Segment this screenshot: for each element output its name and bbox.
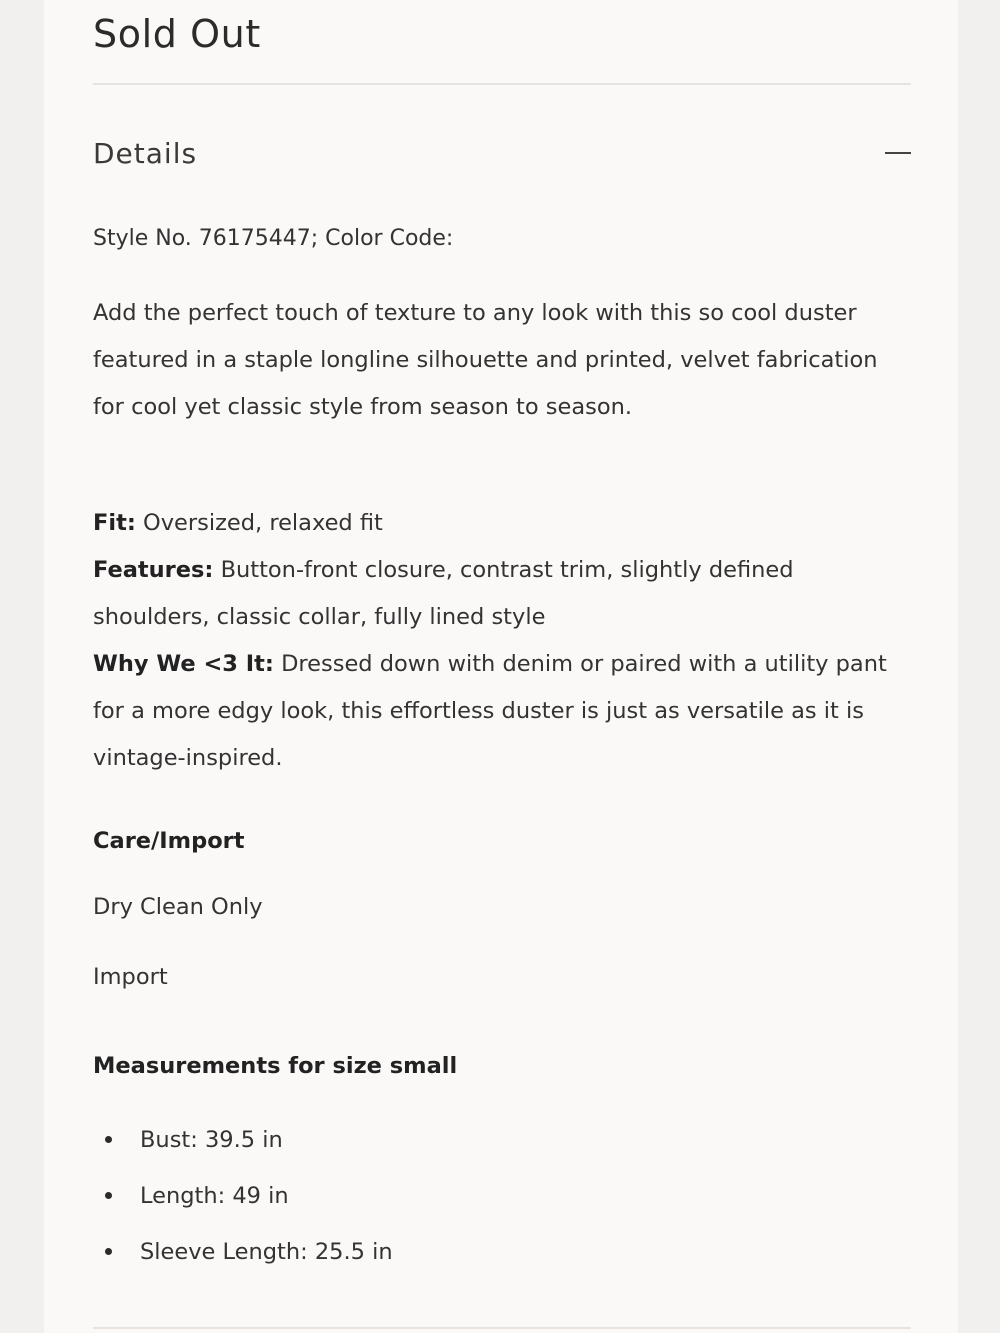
fit-label: Fit: <box>93 510 136 536</box>
bullet-icon <box>105 1192 112 1199</box>
product-specs <box>93 500 911 782</box>
features-value: Button-front closure, contrast trim, slightly defined shoulders, classic collar, fully lined style <box>93 557 794 630</box>
details-title: Details <box>93 136 198 170</box>
care-line: Dry Clean Only <box>93 894 263 920</box>
fit-value: Oversized, relaxed fit <box>135 510 383 536</box>
product-description: Add the perfect touch of texture to any look with this so cool duster featured in a staple longline silhouette and printed, velvet fabrication for cool yet classic style from season to season. <box>93 300 878 420</box>
care-line: Import <box>93 964 168 990</box>
measurement-item <box>93 1224 393 1280</box>
care-import-title: Care/Import <box>93 828 245 854</box>
divider-bottom <box>93 1327 911 1329</box>
measurements-list <box>93 1112 393 1280</box>
bullet-icon <box>105 1136 112 1143</box>
measurement-item <box>93 1112 393 1168</box>
why-we-love-it-label: Why We <3 It: <box>93 651 274 677</box>
minus-icon[interactable] <box>885 152 911 154</box>
divider-top <box>93 83 911 85</box>
style-number: Style No. 76175447; Color Code: <box>93 226 454 251</box>
measurement-text: Length: 49 in <box>140 1183 289 1209</box>
features-label: Features: <box>93 557 214 583</box>
product-details-panel <box>44 0 958 1333</box>
measurement-text: Sleeve Length: 25.5 in <box>140 1239 393 1265</box>
bullet-icon <box>105 1248 112 1255</box>
measurement-item <box>93 1168 393 1224</box>
why-we-love-it-value: Dressed down with denim or paired with a utility pant for a more edgy look, this effortless duster is just as versatile as it is vintage-inspired. <box>93 651 887 771</box>
details-accordion-header[interactable] <box>93 128 911 178</box>
measurements-title: Measurements for size small <box>93 1053 458 1079</box>
sold-out-status: Sold Out <box>93 12 261 56</box>
measurement-text: Bust: 39.5 in <box>140 1127 283 1153</box>
